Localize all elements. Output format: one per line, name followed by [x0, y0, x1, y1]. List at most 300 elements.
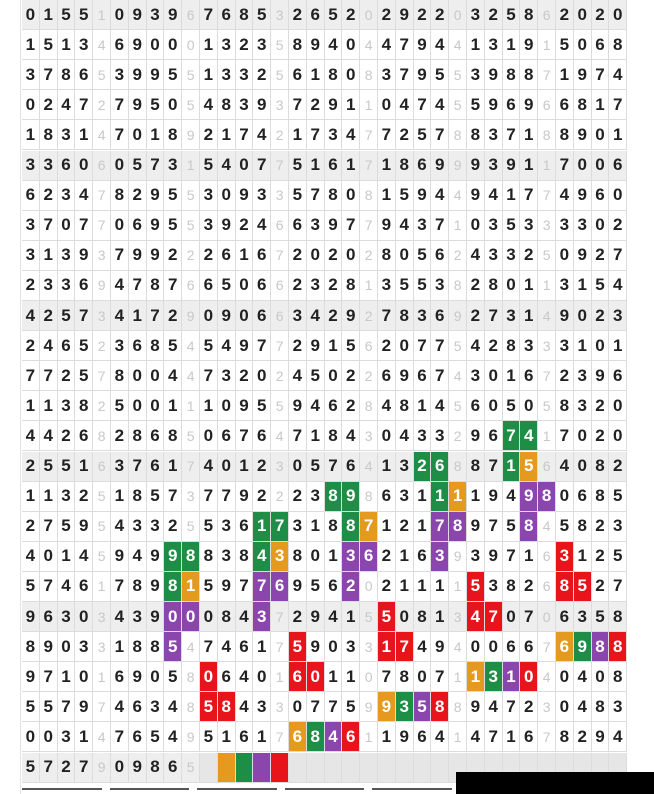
- number-digit: 7: [556, 151, 574, 181]
- separator-digit: 5: [182, 181, 200, 211]
- number-digit: 3: [58, 482, 76, 512]
- number-digit: 1: [609, 331, 627, 361]
- number-digit: 6: [592, 30, 610, 60]
- number-digit: 1: [164, 452, 182, 482]
- number-digit: 2: [378, 331, 396, 361]
- number-digit: 6: [22, 181, 40, 211]
- number-digit: 3: [75, 632, 93, 662]
- number-digit: 1: [414, 572, 432, 602]
- number-digit: 1: [378, 452, 396, 482]
- number-digit: 6: [467, 391, 485, 421]
- number-digit: 8: [396, 391, 414, 421]
- number-digit: 9: [520, 90, 538, 120]
- number-digit: 3: [485, 151, 503, 181]
- number-digit: 5: [40, 30, 58, 60]
- number-digit: 2: [40, 90, 58, 120]
- number-digit: 7: [520, 602, 538, 632]
- number-digit: 9: [236, 181, 254, 211]
- number-digit: 3: [485, 211, 503, 241]
- number-digit: 6: [111, 30, 129, 60]
- number-digit: 6: [414, 542, 432, 572]
- highlighted-digit: 7: [396, 632, 414, 662]
- separator-digit: 5: [449, 391, 467, 421]
- highlighted-digit: 5: [414, 692, 432, 722]
- number-digit: 7: [164, 271, 182, 301]
- number-digit: 1: [200, 391, 218, 421]
- number-digit: 5: [592, 602, 610, 632]
- number-digit: 1: [503, 361, 521, 391]
- separator-digit: 0: [538, 602, 556, 632]
- separator-digit: 7: [538, 181, 556, 211]
- number-digit: 0: [574, 452, 592, 482]
- number-digit: 0: [75, 602, 93, 632]
- number-digit: 0: [342, 241, 360, 271]
- separator-digit: 5: [93, 512, 111, 542]
- number-digit: 1: [75, 120, 93, 150]
- number-digit: 5: [58, 452, 76, 482]
- number-digit: 2: [200, 120, 218, 150]
- tab-stub[interactable]: [285, 788, 365, 794]
- separator-digit: 6: [538, 542, 556, 572]
- separator-digit: 3: [93, 602, 111, 632]
- number-digit: 1: [592, 90, 610, 120]
- separator-digit: 2: [449, 421, 467, 451]
- empty-cell: [431, 753, 449, 783]
- number-digit: 1: [520, 151, 538, 181]
- number-digit: 4: [342, 421, 360, 451]
- separator-digit: 9: [182, 722, 200, 752]
- number-digit: 2: [40, 181, 58, 211]
- number-digit: 0: [592, 151, 610, 181]
- number-digit: 6: [129, 722, 147, 752]
- number-digit: 2: [396, 512, 414, 542]
- highlighted-digit: 6: [360, 542, 378, 572]
- number-digit: 6: [325, 572, 343, 602]
- number-digit: 7: [75, 753, 93, 783]
- separator-digit: 1: [93, 662, 111, 692]
- tab-stub[interactable]: [22, 788, 102, 794]
- number-digit: 5: [147, 482, 165, 512]
- number-digit: 4: [58, 572, 76, 602]
- number-digit: 3: [218, 60, 236, 90]
- number-digit: 3: [414, 421, 432, 451]
- number-digit: 4: [378, 391, 396, 421]
- number-digit: 7: [111, 722, 129, 752]
- number-digit: 9: [396, 0, 414, 30]
- number-digit: 9: [485, 482, 503, 512]
- number-digit: 0: [556, 662, 574, 692]
- number-digit: 7: [164, 482, 182, 512]
- number-digit: 5: [40, 452, 58, 482]
- number-digit: 6: [164, 753, 182, 783]
- number-digit: 2: [342, 361, 360, 391]
- number-digit: 0: [574, 30, 592, 60]
- empty-cell: [414, 753, 432, 783]
- separator-digit: 0: [449, 0, 467, 30]
- number-digit: 5: [307, 572, 325, 602]
- separator-digit: 8: [360, 60, 378, 90]
- number-digit: 9: [147, 241, 165, 271]
- number-digit: 1: [22, 30, 40, 60]
- number-digit: 0: [147, 391, 165, 421]
- highlighted-digit: 0: [182, 602, 200, 632]
- separator-digit: 1: [538, 30, 556, 60]
- number-digit: 8: [129, 632, 147, 662]
- separator-digit: 1: [93, 572, 111, 602]
- separator-digit: 1: [538, 271, 556, 301]
- separator-digit: 8: [449, 452, 467, 482]
- separator-digit: 1: [538, 421, 556, 451]
- number-digit: 9: [307, 30, 325, 60]
- separator-digit: 2: [271, 482, 289, 512]
- number-digit: 5: [58, 0, 76, 30]
- number-digit: 7: [75, 211, 93, 241]
- number-digit: 2: [164, 241, 182, 271]
- number-digit: 9: [289, 572, 307, 602]
- number-digit: 0: [236, 151, 254, 181]
- separator-digit: 1: [449, 722, 467, 752]
- separator-digit: 7: [93, 211, 111, 241]
- number-digit: 1: [378, 512, 396, 542]
- number-digit: 7: [289, 421, 307, 451]
- tab-stub[interactable]: [372, 788, 452, 794]
- separator-digit: 2: [449, 241, 467, 271]
- number-digit: 2: [253, 452, 271, 482]
- number-digit: 4: [485, 692, 503, 722]
- number-digit: 6: [556, 90, 574, 120]
- number-digit: 3: [58, 271, 76, 301]
- number-digit: 7: [609, 572, 627, 602]
- number-digit: 7: [520, 181, 538, 211]
- number-digit: 7: [609, 241, 627, 271]
- number-digit: 2: [22, 512, 40, 542]
- highlighted-digit: 2: [414, 452, 432, 482]
- separator-digit: 7: [93, 361, 111, 391]
- color-legend-swatch: [271, 753, 289, 783]
- number-digit: 5: [164, 211, 182, 241]
- number-digit: 8: [396, 662, 414, 692]
- highlighted-digit: 5: [289, 632, 307, 662]
- number-digit: 7: [414, 331, 432, 361]
- number-digit: 5: [609, 542, 627, 572]
- number-digit: 7: [22, 361, 40, 391]
- number-digit: 1: [164, 391, 182, 421]
- number-digit: 5: [75, 0, 93, 30]
- number-digit: 2: [592, 512, 610, 542]
- number-digit: 0: [236, 301, 254, 331]
- number-digit: 5: [164, 181, 182, 211]
- separator-digit: 5: [182, 211, 200, 241]
- number-digit: 2: [289, 0, 307, 30]
- number-digit: 1: [342, 662, 360, 692]
- highlighted-digit: 0: [164, 602, 182, 632]
- number-digit: 0: [307, 241, 325, 271]
- number-digit: 1: [325, 542, 343, 572]
- number-digit: 1: [431, 602, 449, 632]
- number-digit: 3: [111, 331, 129, 361]
- number-digit: 7: [431, 662, 449, 692]
- number-digit: 9: [485, 60, 503, 90]
- number-digit: 1: [307, 512, 325, 542]
- number-digit: 6: [307, 0, 325, 30]
- number-digit: 7: [129, 271, 147, 301]
- highlighted-digit: 1: [431, 482, 449, 512]
- separator-digit: 8: [449, 120, 467, 150]
- number-digit: 7: [75, 301, 93, 331]
- number-digit: 4: [111, 602, 129, 632]
- separator-digit: 5: [271, 60, 289, 90]
- number-digit: 6: [218, 421, 236, 451]
- number-digit: 0: [467, 211, 485, 241]
- number-digit: 3: [58, 120, 76, 150]
- number-digit: 8: [58, 60, 76, 90]
- number-digit: 4: [574, 692, 592, 722]
- number-digit: 7: [307, 692, 325, 722]
- number-digit: 4: [40, 421, 58, 451]
- number-digit: 7: [40, 512, 58, 542]
- number-digit: 6: [218, 241, 236, 271]
- number-digit: 3: [218, 512, 236, 542]
- number-digit: 3: [378, 271, 396, 301]
- separator-digit: 7: [360, 211, 378, 241]
- number-digit: 0: [40, 722, 58, 752]
- number-digit: 9: [574, 60, 592, 90]
- number-digit: 2: [289, 331, 307, 361]
- highlighted-digit: 9: [342, 482, 360, 512]
- number-digit: 5: [253, 391, 271, 421]
- number-digit: 1: [342, 90, 360, 120]
- number-digit: 4: [22, 542, 40, 572]
- separator-digit: 4: [182, 632, 200, 662]
- number-digit: 1: [236, 452, 254, 482]
- number-digit: 0: [574, 0, 592, 30]
- number-digit: 3: [342, 632, 360, 662]
- highlighted-digit: 1: [503, 662, 521, 692]
- number-digit: 2: [236, 361, 254, 391]
- number-digit: 8: [111, 361, 129, 391]
- number-digit: 0: [289, 452, 307, 482]
- separator-digit: 5: [182, 512, 200, 542]
- number-digit: 0: [396, 331, 414, 361]
- number-digit: 9: [40, 632, 58, 662]
- number-digit: 3: [467, 361, 485, 391]
- number-digit: 1: [40, 391, 58, 421]
- number-digit: 6: [75, 60, 93, 90]
- number-digit: 6: [40, 602, 58, 632]
- number-digit: 1: [378, 181, 396, 211]
- number-digit: 6: [431, 241, 449, 271]
- number-digit: 0: [609, 0, 627, 30]
- separator-digit: 4: [538, 512, 556, 542]
- number-digit: 0: [111, 753, 129, 783]
- separator-digit: 2: [360, 301, 378, 331]
- number-digit: 5: [307, 361, 325, 391]
- number-digit: 8: [147, 331, 165, 361]
- number-digit: 4: [431, 391, 449, 421]
- separator-digit: 3: [360, 632, 378, 662]
- number-digit: 2: [378, 542, 396, 572]
- empty-cell: [342, 753, 360, 783]
- number-digit: 0: [164, 90, 182, 120]
- number-digit: 4: [236, 692, 254, 722]
- number-digit: 9: [129, 753, 147, 783]
- highlighted-digit: 1: [467, 662, 485, 692]
- highlighted-digit: 8: [431, 692, 449, 722]
- number-digit: 1: [609, 120, 627, 150]
- separator-digit: 9: [182, 120, 200, 150]
- number-digit: 7: [40, 211, 58, 241]
- number-digit: 3: [485, 572, 503, 602]
- number-digit: 7: [307, 120, 325, 150]
- number-digit: 6: [75, 421, 93, 451]
- number-digit: 8: [129, 572, 147, 602]
- number-digit: 6: [378, 482, 396, 512]
- tab-stub[interactable]: [197, 788, 277, 794]
- separator-digit: 6: [538, 452, 556, 482]
- number-digit: 7: [40, 662, 58, 692]
- highlighted-digit: 5: [164, 632, 182, 662]
- number-digit: 0: [556, 482, 574, 512]
- number-digit: 7: [40, 361, 58, 391]
- number-digit: 9: [236, 391, 254, 421]
- number-digit: 3: [22, 241, 40, 271]
- number-digit: 5: [414, 241, 432, 271]
- separator-digit: 4: [538, 301, 556, 331]
- number-digit: 3: [111, 60, 129, 90]
- number-digit: 5: [289, 181, 307, 211]
- number-digit: 3: [609, 692, 627, 722]
- number-digit: 1: [236, 241, 254, 271]
- highlighted-digit: 3: [431, 542, 449, 572]
- number-digit: 5: [200, 151, 218, 181]
- number-digit: 7: [396, 60, 414, 90]
- number-digit: 6: [503, 90, 521, 120]
- number-digit: 7: [592, 60, 610, 90]
- highlighted-digit: 6: [289, 662, 307, 692]
- number-digit: 1: [289, 120, 307, 150]
- number-digit: 5: [218, 271, 236, 301]
- number-digit: 5: [503, 211, 521, 241]
- number-digit: 9: [129, 30, 147, 60]
- number-digit: 5: [342, 331, 360, 361]
- number-digit: 4: [218, 632, 236, 662]
- separator-digit: 3: [271, 452, 289, 482]
- number-digit: 2: [592, 572, 610, 602]
- number-digit: 0: [396, 602, 414, 632]
- number-digit: 4: [467, 241, 485, 271]
- number-digit: 6: [147, 452, 165, 482]
- separator-digit: 9: [449, 301, 467, 331]
- separator-digit: 0: [360, 572, 378, 602]
- number-digit: 2: [592, 542, 610, 572]
- number-digit: 1: [520, 120, 538, 150]
- empty-cell: [378, 753, 396, 783]
- number-digit: 6: [253, 241, 271, 271]
- number-digit: 8: [325, 60, 343, 90]
- number-digit: 4: [396, 421, 414, 451]
- separator-digit: 7: [360, 120, 378, 150]
- number-digit: 3: [75, 30, 93, 60]
- tab-stub[interactable]: [110, 788, 190, 794]
- number-digit: 1: [520, 301, 538, 331]
- number-digit: 4: [218, 331, 236, 361]
- number-digit: 0: [556, 692, 574, 722]
- separator-digit: 3: [182, 482, 200, 512]
- number-digit: 1: [147, 120, 165, 150]
- number-digit: 3: [396, 452, 414, 482]
- number-digit: 2: [414, 0, 432, 30]
- number-digit: 3: [58, 241, 76, 271]
- number-digit: 9: [574, 241, 592, 271]
- number-digit: 2: [609, 452, 627, 482]
- number-digit: 3: [218, 361, 236, 391]
- number-digit: 1: [342, 602, 360, 632]
- number-digit: 7: [236, 572, 254, 602]
- number-digit: 0: [342, 60, 360, 90]
- number-digit: 4: [58, 90, 76, 120]
- number-digit: 6: [289, 211, 307, 241]
- number-digit: 9: [129, 90, 147, 120]
- number-digit: 7: [431, 331, 449, 361]
- number-digit: 6: [574, 482, 592, 512]
- number-digit: 7: [40, 60, 58, 90]
- number-digit: 3: [307, 271, 325, 301]
- number-digit: 4: [164, 361, 182, 391]
- number-digit: 3: [58, 181, 76, 211]
- number-digit: 8: [236, 0, 254, 30]
- number-digit: 3: [467, 0, 485, 30]
- number-digit: 2: [164, 512, 182, 542]
- number-digit: 8: [236, 542, 254, 572]
- number-digit: 2: [520, 572, 538, 602]
- number-digit: 7: [253, 151, 271, 181]
- separator-digit: 6: [538, 0, 556, 30]
- number-digit: 4: [503, 482, 521, 512]
- separator-digit: 2: [360, 241, 378, 271]
- number-digit: 3: [22, 151, 40, 181]
- number-digit: 1: [467, 30, 485, 60]
- number-digit: 7: [236, 421, 254, 451]
- number-digit: 0: [574, 151, 592, 181]
- number-digit: 0: [467, 632, 485, 662]
- number-digit: 9: [574, 181, 592, 211]
- number-digit: 5: [467, 90, 485, 120]
- number-digit: 7: [396, 30, 414, 60]
- number-digit: 1: [22, 391, 40, 421]
- separator-digit: 4: [449, 361, 467, 391]
- number-digit: 6: [503, 632, 521, 662]
- number-digit: 4: [325, 30, 343, 60]
- number-digit: 9: [236, 331, 254, 361]
- separator-digit: 4: [449, 181, 467, 211]
- separator-digit: 6: [538, 572, 556, 602]
- highlighted-digit: 0: [200, 662, 218, 692]
- number-digit: 0: [289, 692, 307, 722]
- separator-digit: 6: [271, 211, 289, 241]
- number-digit: 8: [378, 241, 396, 271]
- number-digit: 1: [325, 331, 343, 361]
- number-digit: 5: [164, 331, 182, 361]
- number-digit: 9: [147, 572, 165, 602]
- number-digit: 1: [200, 30, 218, 60]
- highlighted-digit: 8: [520, 512, 538, 542]
- number-digit: 6: [200, 271, 218, 301]
- number-digit: 7: [253, 331, 271, 361]
- number-digit: 8: [218, 90, 236, 120]
- number-digit: 7: [431, 211, 449, 241]
- number-digit: 1: [414, 482, 432, 512]
- highlighted-digit: 7: [360, 512, 378, 542]
